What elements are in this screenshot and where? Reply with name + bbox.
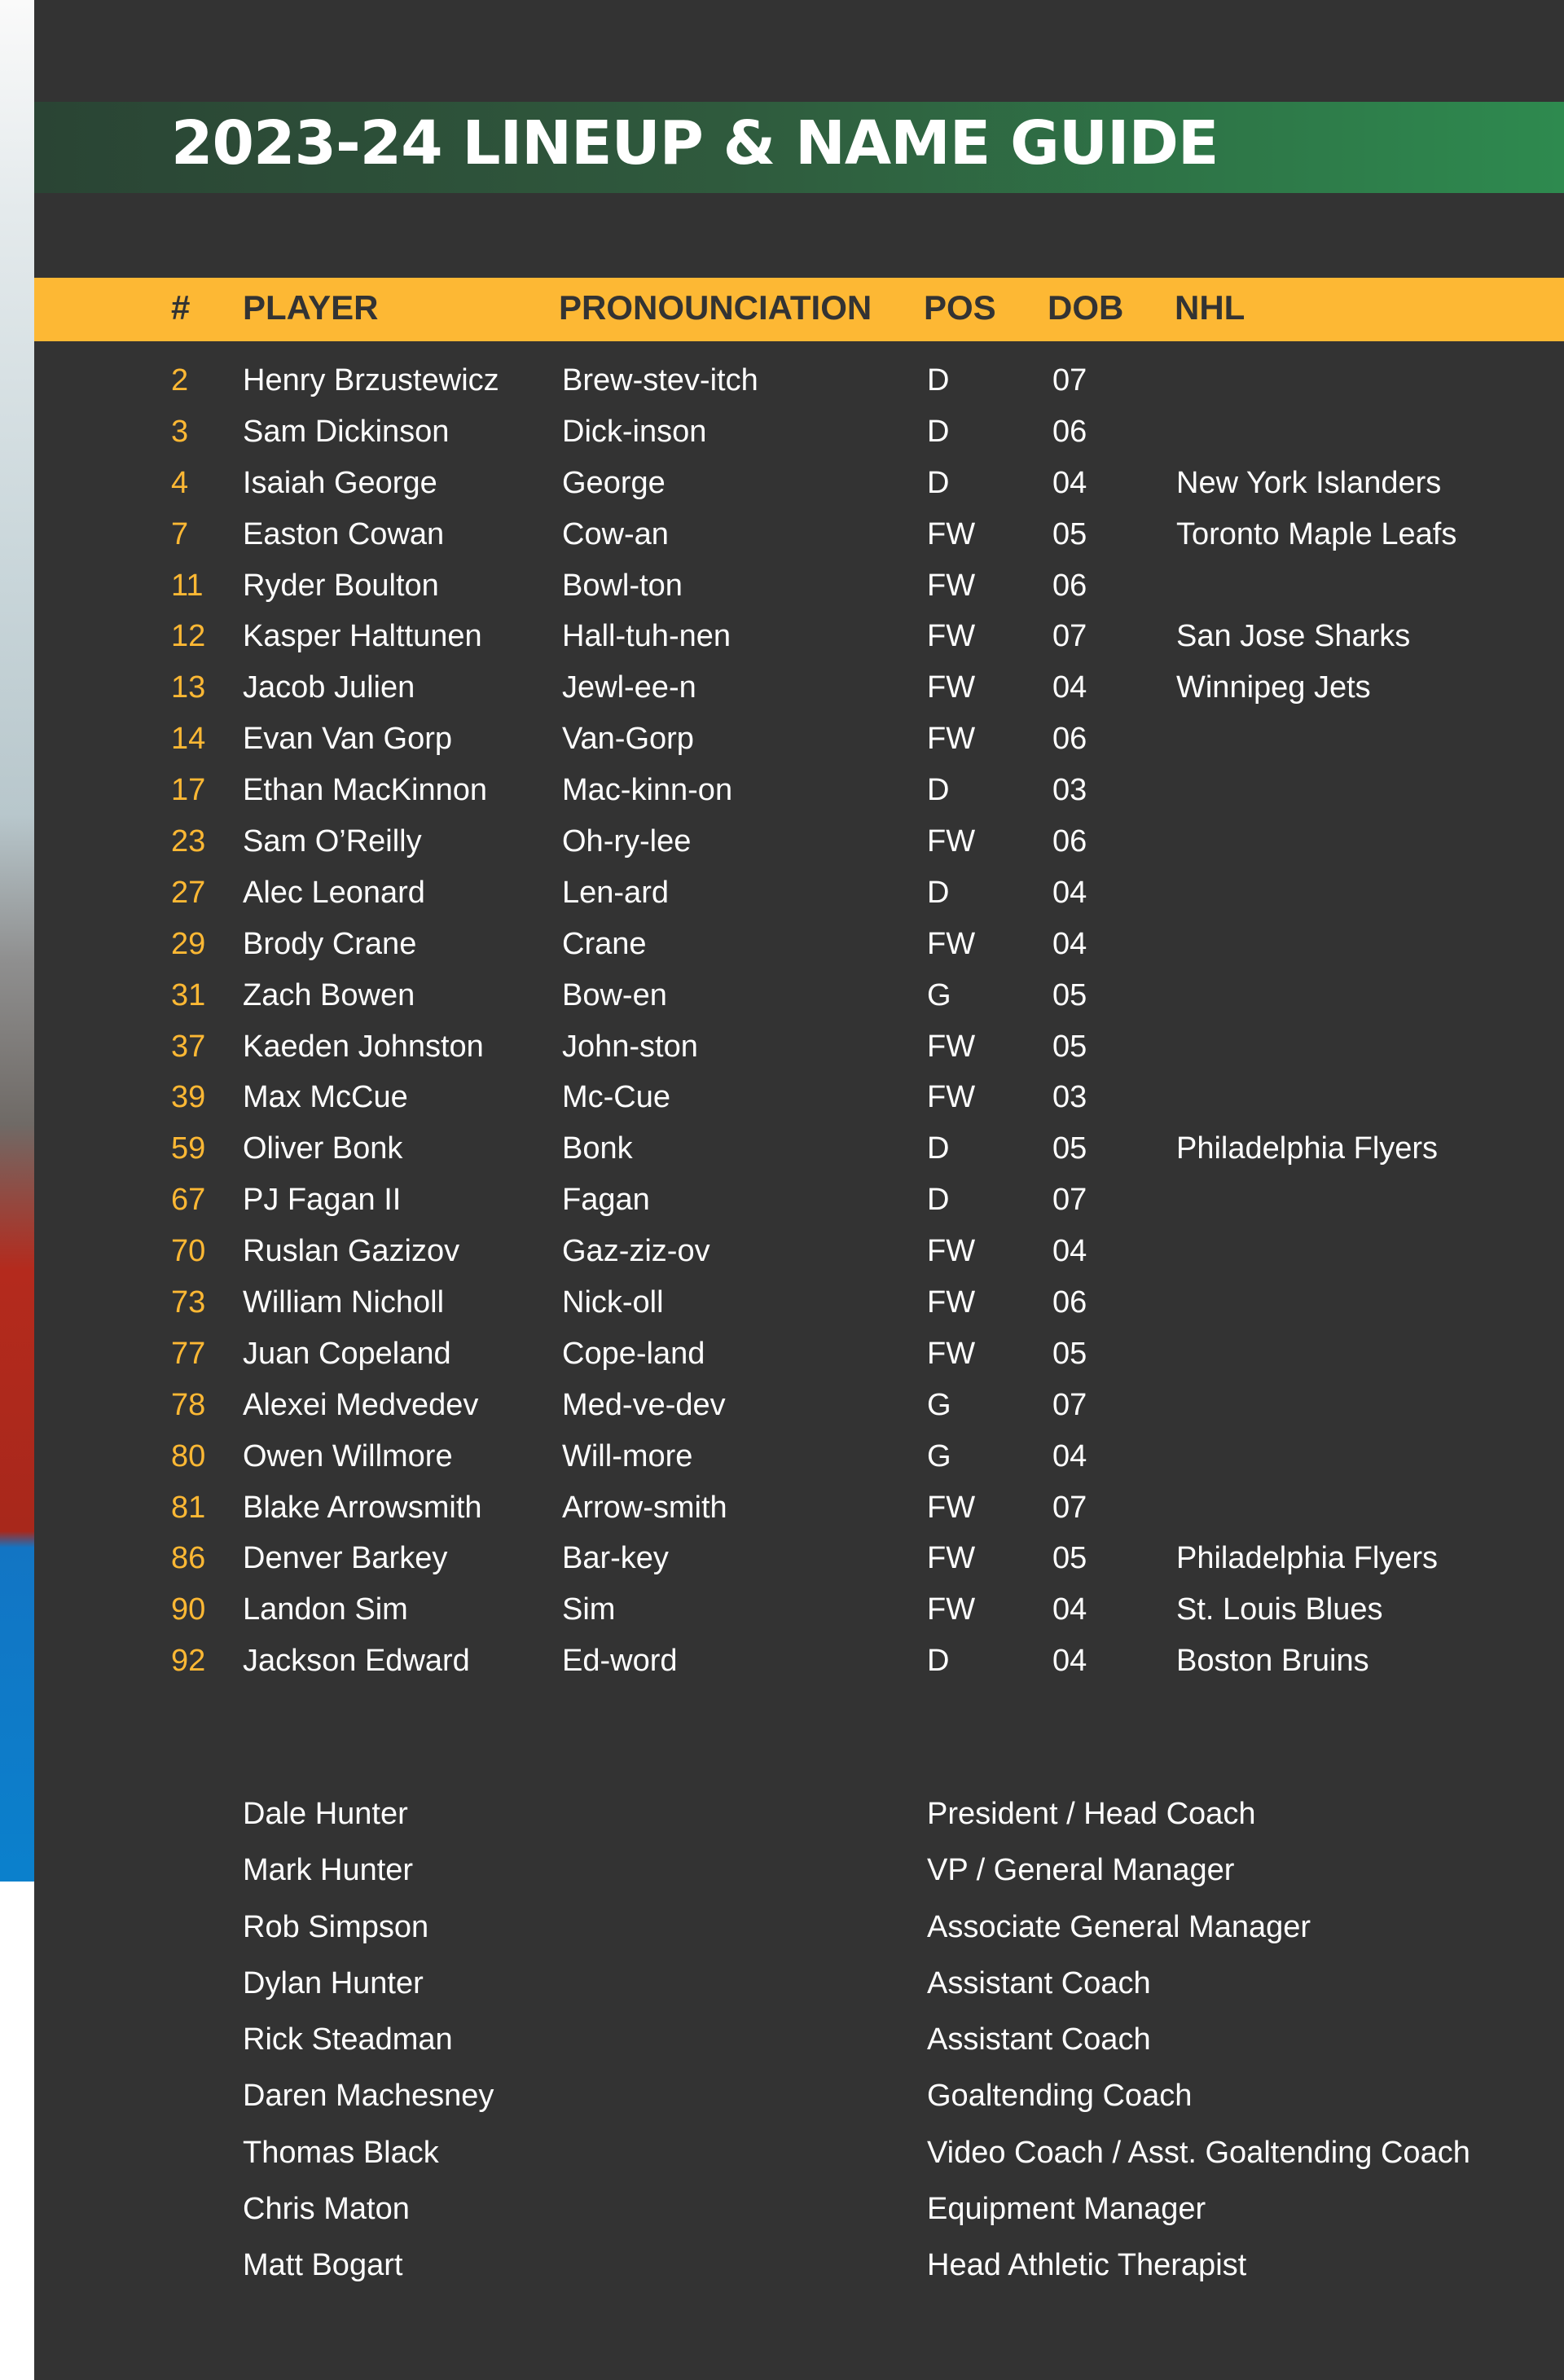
player-number: 39 xyxy=(171,1080,206,1115)
player-pronunciation: Van-Gorp xyxy=(562,722,694,757)
player-pronunciation: Brew-stev-itch xyxy=(562,363,758,397)
player-pronunciation: Cow-an xyxy=(562,516,669,551)
player-position: FW xyxy=(927,1336,976,1371)
player-nhl-team: New York Islanders xyxy=(1176,465,1442,500)
column-header-nhl: NHL xyxy=(1175,288,1245,327)
player-number: 80 xyxy=(171,1438,206,1473)
player-position: D xyxy=(927,363,950,397)
player-dob: 05 xyxy=(1052,1336,1087,1371)
table-row xyxy=(34,358,1564,410)
player-number: 73 xyxy=(171,1285,206,1320)
player-position: D xyxy=(927,1644,950,1679)
player-dob: 04 xyxy=(1052,1644,1087,1679)
player-pronunciation: Sim xyxy=(562,1592,616,1627)
table-row xyxy=(34,1229,1564,1280)
staff-name: Daren Machesney xyxy=(243,2079,494,2114)
player-position: D xyxy=(927,1183,950,1218)
staff-role: Assistant Coach xyxy=(927,1965,1151,2000)
player-pronunciation: Bow-en xyxy=(562,977,667,1012)
staff-name: Rick Steadman xyxy=(243,2022,453,2057)
player-number: 7 xyxy=(171,516,189,551)
table-row xyxy=(34,1536,1564,1587)
player-number: 81 xyxy=(171,1490,206,1525)
player-pronunciation: Len-ard xyxy=(562,875,669,910)
player-position: FW xyxy=(927,926,976,961)
player-pronunciation: Cope-land xyxy=(562,1336,705,1371)
player-dob: 04 xyxy=(1052,926,1087,961)
player-roster-table xyxy=(34,358,1564,1690)
player-pronunciation: Crane xyxy=(562,926,647,961)
player-name: Kaeden Johnston xyxy=(243,1029,484,1064)
player-dob: 04 xyxy=(1052,670,1087,705)
table-row xyxy=(34,1587,1564,1639)
staff-role: Associate General Manager xyxy=(927,1909,1311,1944)
list-item xyxy=(34,1905,1564,1961)
list-item xyxy=(34,1792,1564,1848)
player-name: Landon Sim xyxy=(243,1592,408,1627)
player-name: Jackson Edward xyxy=(243,1644,470,1679)
staff-name: Matt Bogart xyxy=(243,2248,403,2283)
player-name: Henry Brzustewicz xyxy=(243,363,499,397)
list-item xyxy=(34,1961,1564,2018)
table-row xyxy=(34,1486,1564,1537)
player-pronunciation: Bowl-ton xyxy=(562,568,683,603)
player-number: 11 xyxy=(171,568,204,603)
list-item xyxy=(34,2074,1564,2130)
player-number: 4 xyxy=(171,465,189,500)
table-row xyxy=(34,461,1564,512)
list-item xyxy=(34,2243,1564,2299)
table-row xyxy=(34,1126,1564,1178)
player-dob: 06 xyxy=(1052,722,1087,757)
staff-name: Dale Hunter xyxy=(243,1797,408,1831)
player-dob: 07 xyxy=(1052,1490,1087,1525)
page-title: 2023-24 LINEUP & NAME GUIDE xyxy=(171,108,1219,178)
staff-list xyxy=(34,1792,1564,2300)
player-number: 59 xyxy=(171,1131,206,1166)
player-name: Oliver Bonk xyxy=(243,1131,403,1166)
table-row xyxy=(34,1434,1564,1486)
player-position: D xyxy=(927,465,950,500)
table-row xyxy=(34,1639,1564,1690)
player-dob: 06 xyxy=(1052,568,1087,603)
player-number: 77 xyxy=(171,1336,206,1371)
player-number: 2 xyxy=(171,363,189,397)
player-number: 78 xyxy=(171,1387,206,1422)
background-photo-strip xyxy=(0,0,34,1882)
player-dob: 05 xyxy=(1052,516,1087,551)
player-position: FW xyxy=(927,670,976,705)
staff-role: President / Head Coach xyxy=(927,1797,1256,1831)
staff-name: Dylan Hunter xyxy=(243,1965,424,2000)
list-item xyxy=(34,2187,1564,2243)
player-position: FW xyxy=(927,824,976,859)
player-name: Kasper Halttunen xyxy=(243,619,482,654)
player-name: Ruslan Gazizov xyxy=(243,1234,460,1269)
column-header-player: PLAYER xyxy=(243,288,379,327)
staff-role: Assistant Coach xyxy=(927,2022,1151,2057)
table-row xyxy=(34,512,1564,564)
column-header-number: # xyxy=(171,288,191,327)
player-pronunciation: Fagan xyxy=(562,1183,650,1218)
player-dob: 07 xyxy=(1052,363,1087,397)
player-pronunciation: Mac-kinn-on xyxy=(562,773,733,808)
column-header-dob: DOB xyxy=(1048,288,1124,327)
table-row xyxy=(34,768,1564,819)
lineup-page xyxy=(34,0,1564,2380)
player-pronunciation: Will-more xyxy=(562,1438,693,1473)
player-position: D xyxy=(927,414,950,449)
column-header-pronunciation: PRONOUNCIATION xyxy=(559,288,872,327)
list-item xyxy=(34,2131,1564,2187)
list-item xyxy=(34,1848,1564,1904)
column-header-position: POS xyxy=(924,288,996,327)
table-row xyxy=(34,665,1564,717)
table-row xyxy=(34,871,1564,922)
player-nhl-team: Toronto Maple Leafs xyxy=(1176,516,1457,551)
player-name: Alec Leonard xyxy=(243,875,425,910)
player-position: G xyxy=(927,977,951,1012)
player-pronunciation: John-ston xyxy=(562,1029,698,1064)
player-position: FW xyxy=(927,568,976,603)
player-position: FW xyxy=(927,1592,976,1627)
staff-role: VP / General Manager xyxy=(927,1853,1235,1888)
player-dob: 05 xyxy=(1052,1131,1087,1166)
player-pronunciation: Gaz-ziz-ov xyxy=(562,1234,710,1269)
player-dob: 04 xyxy=(1052,1234,1087,1269)
player-position: D xyxy=(927,773,950,808)
table-row xyxy=(34,1075,1564,1126)
player-name: Evan Van Gorp xyxy=(243,722,453,757)
player-dob: 03 xyxy=(1052,1080,1087,1115)
player-number: 13 xyxy=(171,670,206,705)
player-pronunciation: Nick-oll xyxy=(562,1285,664,1320)
player-dob: 05 xyxy=(1052,977,1087,1012)
staff-role: Goaltending Coach xyxy=(927,2079,1193,2114)
player-number: 3 xyxy=(171,414,189,449)
player-name: Max McCue xyxy=(243,1080,408,1115)
staff-role: Equipment Manager xyxy=(927,2192,1206,2227)
player-number: 27 xyxy=(171,875,206,910)
player-dob: 05 xyxy=(1052,1541,1087,1576)
player-pronunciation: Jewl-ee-n xyxy=(562,670,696,705)
player-position: FW xyxy=(927,1541,976,1576)
player-name: Ryder Boulton xyxy=(243,568,439,603)
player-dob: 06 xyxy=(1052,1285,1087,1320)
player-pronunciation: Mc-Cue xyxy=(562,1080,671,1115)
staff-name: Rob Simpson xyxy=(243,1909,429,1944)
player-dob: 06 xyxy=(1052,824,1087,859)
player-name: Blake Arrowsmith xyxy=(243,1490,482,1525)
player-name: Isaiah George xyxy=(243,465,437,500)
player-position: G xyxy=(927,1387,951,1422)
player-dob: 04 xyxy=(1052,875,1087,910)
player-number: 70 xyxy=(171,1234,206,1269)
table-row xyxy=(34,819,1564,871)
player-pronunciation: Med-ve-dev xyxy=(562,1387,726,1422)
player-pronunciation: Arrow-smith xyxy=(562,1490,727,1525)
player-name: Ethan MacKinnon xyxy=(243,773,487,808)
player-number: 12 xyxy=(171,619,206,654)
staff-role: Head Athletic Therapist xyxy=(927,2248,1247,2283)
player-position: FW xyxy=(927,516,976,551)
player-number: 67 xyxy=(171,1183,206,1218)
player-dob: 05 xyxy=(1052,1029,1087,1064)
player-name: Easton Cowan xyxy=(243,516,445,551)
player-position: D xyxy=(927,1131,950,1166)
staff-name: Mark Hunter xyxy=(243,1853,414,1888)
player-nhl-team: San Jose Sharks xyxy=(1176,619,1411,654)
table-row xyxy=(34,410,1564,461)
player-position: D xyxy=(927,875,950,910)
player-number: 17 xyxy=(171,773,206,808)
player-position: G xyxy=(927,1438,951,1473)
player-position: FW xyxy=(927,619,976,654)
player-nhl-team: St. Louis Blues xyxy=(1176,1592,1383,1627)
player-name: Zach Bowen xyxy=(243,977,415,1012)
player-pronunciation: Bonk xyxy=(562,1131,633,1166)
player-name: PJ Fagan II xyxy=(243,1183,402,1218)
player-pronunciation: Ed-word xyxy=(562,1644,678,1679)
player-dob: 07 xyxy=(1052,1387,1087,1422)
player-position: FW xyxy=(927,1234,976,1269)
player-number: 31 xyxy=(171,977,206,1012)
player-nhl-team: Philadelphia Flyers xyxy=(1176,1541,1439,1576)
table-row xyxy=(34,614,1564,665)
player-name: Brody Crane xyxy=(243,926,417,961)
player-position: FW xyxy=(927,1285,976,1320)
player-dob: 04 xyxy=(1052,1438,1087,1473)
player-name: Sam Dickinson xyxy=(243,414,450,449)
player-pronunciation: Dick-inson xyxy=(562,414,707,449)
table-row xyxy=(34,1383,1564,1434)
table-row xyxy=(34,1280,1564,1332)
player-dob: 04 xyxy=(1052,1592,1087,1627)
player-nhl-team: Philadelphia Flyers xyxy=(1176,1131,1439,1166)
player-pronunciation: Bar-key xyxy=(562,1541,669,1576)
player-nhl-team: Winnipeg Jets xyxy=(1176,670,1371,705)
table-row xyxy=(34,717,1564,768)
staff-name: Thomas Black xyxy=(243,2135,439,2170)
player-pronunciation: Oh-ry-lee xyxy=(562,824,692,859)
player-dob: 03 xyxy=(1052,773,1087,808)
player-name: Sam O’Reilly xyxy=(243,824,422,859)
player-dob: 04 xyxy=(1052,465,1087,500)
player-dob: 06 xyxy=(1052,414,1087,449)
table-row xyxy=(34,1178,1564,1229)
player-position: FW xyxy=(927,1029,976,1064)
player-number: 29 xyxy=(171,926,206,961)
player-number: 90 xyxy=(171,1592,206,1627)
player-number: 86 xyxy=(171,1541,206,1576)
table-row xyxy=(34,973,1564,1025)
player-name: William Nicholl xyxy=(243,1285,445,1320)
player-position: FW xyxy=(927,722,976,757)
player-number: 37 xyxy=(171,1029,206,1064)
player-name: Owen Willmore xyxy=(243,1438,453,1473)
player-nhl-team: Boston Bruins xyxy=(1176,1644,1369,1679)
player-name: Jacob Julien xyxy=(243,670,415,705)
staff-name: Chris Maton xyxy=(243,2192,410,2227)
player-position: FW xyxy=(927,1490,976,1525)
player-pronunciation: Hall-tuh-nen xyxy=(562,619,731,654)
player-number: 14 xyxy=(171,722,206,757)
player-dob: 07 xyxy=(1052,619,1087,654)
staff-role: Video Coach / Asst. Goaltending Coach xyxy=(927,2135,1470,2170)
player-number: 92 xyxy=(171,1644,206,1679)
player-name: Alexei Medvedev xyxy=(243,1387,479,1422)
table-row xyxy=(34,564,1564,615)
list-item xyxy=(34,2018,1564,2074)
player-dob: 07 xyxy=(1052,1183,1087,1218)
player-name: Juan Copeland xyxy=(243,1336,451,1371)
player-pronunciation: George xyxy=(562,465,666,500)
player-position: FW xyxy=(927,1080,976,1115)
table-row xyxy=(34,1332,1564,1383)
table-row xyxy=(34,922,1564,973)
table-row xyxy=(34,1025,1564,1076)
player-number: 23 xyxy=(171,824,206,859)
player-name: Denver Barkey xyxy=(243,1541,448,1576)
